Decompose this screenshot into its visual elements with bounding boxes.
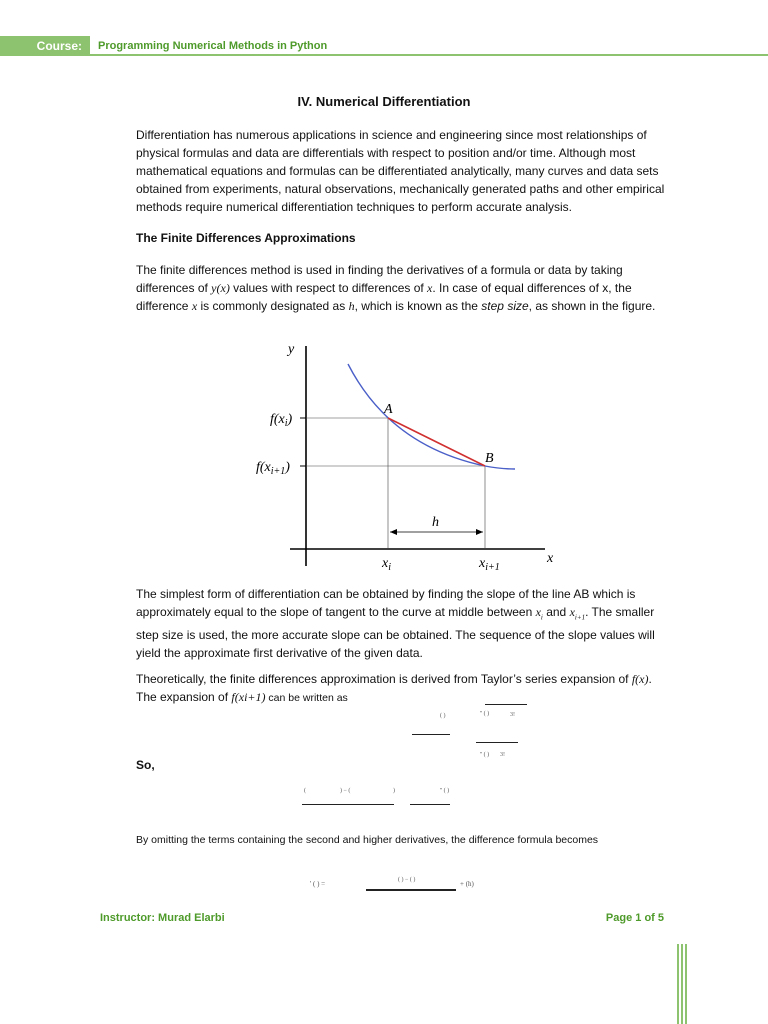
equation-4-numerator: ( ) − ( ): [398, 877, 416, 883]
so-label: So,: [136, 758, 155, 772]
course-title: Programming Numerical Methods in Python: [98, 40, 328, 52]
instructor-name: Instructor: Murad Elarbi: [100, 912, 225, 924]
point-b-label: B: [485, 451, 494, 466]
xi1-label: $x_{i+1}$: [479, 556, 500, 573]
equation-4-error-term: + (h): [460, 880, 474, 888]
equation-1-term-a: ( ): [440, 713, 446, 719]
course-label: Course:: [0, 36, 90, 56]
taylor-paragraph: Theoretically, the finite differences approximation is derived from Taylor’s series expansion of f(x). The expansion of f(xi+1) can be written as: [136, 672, 652, 704]
step-size-label: h: [432, 515, 439, 530]
equation-3-term-c: ): [393, 788, 395, 794]
equation-3-term-d: '' ( ): [440, 788, 450, 794]
equation-1-rule: [485, 704, 527, 705]
equation-3-fraction-b: [410, 804, 450, 805]
xi-label: $x_i$: [382, 556, 391, 573]
finite-differences-paragraph: The finite differences method is used in finding the derivatives of a formula or data by taking differences of y(x) values with respect to differences of x. In case of equal differences of x, the difference x is commonly designated as h, which is known as the step size, as shown in the figure.: [136, 263, 656, 313]
section-heading: The Finite Differences Approximations: [136, 231, 356, 245]
equation-2-term-b: 3!: [500, 752, 505, 758]
point-a-label: A: [384, 402, 393, 417]
course-header: [0, 36, 768, 56]
fxi1-label: $f(x_{i+1})$: [256, 460, 290, 477]
secant-line-ab: [388, 418, 485, 466]
arrow-head-right: [476, 529, 483, 535]
y-axis-label: y: [288, 342, 295, 357]
fxi-label: $f(x_i)$: [270, 412, 293, 429]
decorative-side-bars: [677, 944, 689, 1024]
equation-4-fraction: [366, 889, 456, 891]
equation-1-term-b: '' ( ): [480, 711, 490, 717]
x-axis-label: x: [547, 551, 554, 566]
equation-3-term-a: (: [304, 788, 306, 794]
header-rule: [0, 54, 768, 56]
page-title: IV. Numerical Differentiation: [297, 94, 471, 109]
equation-3-term-b: ) − (: [340, 788, 351, 794]
equation-1-fraction: [412, 734, 450, 735]
equation-3-fraction-a: [302, 804, 394, 805]
omit-terms-paragraph: By omitting the terms containing the second and higher derivatives, the difference formula becomes: [136, 834, 599, 846]
equation-2-rule: [476, 742, 518, 743]
equation-2-term-a: '' ( ): [480, 752, 490, 758]
page-number: Page 1 of 5: [605, 912, 664, 924]
simplest-form-paragraph: The simplest form of differentiation can be obtained by finding the slope of the line AB which is approximately equal to the slope of tangent to the curve at middle between $x_i$ and $x_{i+1}$. The smaller step size is used, the more accurate slope can be obtained. The sequence of the slope values will yield the approximate first derivative of the given data.: [136, 587, 655, 661]
intro-paragraph: Differentiation has numerous applications in science and engineering since most relationships of physical formulas and data are differentials with respect to position and/or time. Although most mathematical equations and formulas can be differentiated analytically, many curves and data sets obtained from experiments, natural observations, mechanically generated paths and other empirical methods require numerical differentiation techniques to perform accurate analysis.: [136, 128, 665, 214]
arrow-head-left: [390, 529, 397, 535]
finite-difference-figure: [250, 336, 570, 576]
equation-1-term-c: 3!: [510, 712, 515, 718]
equation-4-lhs: ' ( ) =: [310, 880, 326, 888]
